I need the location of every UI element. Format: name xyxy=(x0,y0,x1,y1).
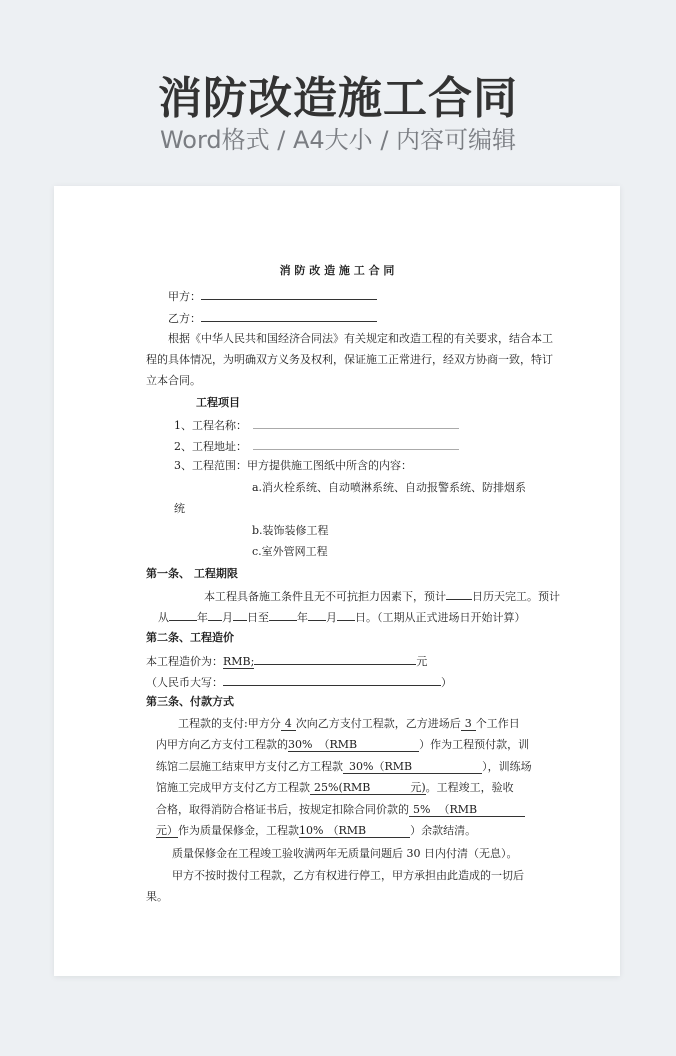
pay-1a: 工程款的支付:甲方分 xyxy=(178,717,281,730)
project-item-2 xyxy=(174,438,459,454)
art1-text-b: 日历天完工。预计 xyxy=(472,590,560,603)
art2-uppercase-label: （人民币大写： xyxy=(146,676,223,689)
pay-6e: ）余款结清。 xyxy=(410,824,477,837)
article-1-heading: 第一条、 工程期限 xyxy=(146,567,238,580)
workdays-value: 3 xyxy=(461,717,476,731)
payment-line-2 xyxy=(156,738,529,752)
payment-line-3 xyxy=(156,760,532,774)
party-a-row xyxy=(168,288,377,304)
project-heading: 工程项目 xyxy=(196,396,240,409)
payment-line-5 xyxy=(156,803,525,817)
pay-6b: 作为质量保修金，工程款 xyxy=(178,824,299,837)
retention-rmb: （RMB xyxy=(434,803,525,817)
pay-2d: ）作为工程预付款，训 xyxy=(419,738,530,751)
art1-month-2: 月 xyxy=(326,611,337,624)
end-day-blank xyxy=(337,609,355,621)
pay-3a: 练馆二层施工结束甲方支付乙方工程款 xyxy=(156,760,343,773)
art1-day-to: 日至 xyxy=(247,611,269,624)
pay-1c: 次向乙方支付工程款，乙方进场后 xyxy=(295,717,461,730)
art2-price-label: 本工程造价为： xyxy=(146,655,223,668)
third-payment-yuan: 元) xyxy=(410,781,426,794)
retention-percent: 5% xyxy=(409,803,434,817)
party-b-label: 乙方： xyxy=(168,312,201,325)
art1-year-2: 年 xyxy=(297,611,308,624)
art1-text-a: 本工程具备施工条件且无不可抗拒力因素下，预计 xyxy=(204,590,446,603)
start-day-blank xyxy=(233,609,247,621)
pay-2a: 内甲方向乙方支付工程款的 xyxy=(156,738,288,751)
party-b-row xyxy=(168,310,377,326)
payment-line-6 xyxy=(156,824,476,838)
end-month-blank xyxy=(308,609,326,621)
hero-subtitle: Word格式 / A4大小 / 内容可编辑 xyxy=(159,126,517,154)
article-1-line-1 xyxy=(204,588,560,604)
final-percent: 10% xyxy=(299,824,324,837)
advance-percent: 30% xyxy=(288,738,313,751)
third-payment: 25%(RMB xyxy=(310,781,410,795)
party-a-blank xyxy=(201,288,377,300)
art1-month-1: 月 xyxy=(222,611,233,624)
art2-rmb: RMB; xyxy=(223,655,255,668)
installments-value: 4 xyxy=(281,717,296,731)
scope-b: b.装饰装修工程 xyxy=(252,524,329,537)
intro-line-3: 立本合同。 xyxy=(146,374,201,387)
scope-a: a.消火栓系统、自动喷淋系统、自动报警系统、防排烟系 xyxy=(252,481,527,494)
article-1-line-2 xyxy=(158,609,526,625)
art1-from: 从 xyxy=(158,611,169,624)
project-item-1 xyxy=(174,417,459,433)
art1-day-note: 日。（工期从正式进场日开始计算） xyxy=(355,611,526,624)
pay-4d: 。工程竣工，验收 xyxy=(425,781,514,794)
hero-title: 消防改造施工合同 xyxy=(158,73,518,124)
document-page xyxy=(54,186,620,976)
warranty-line: 质量保修金在工程竣工验收满两年无质量问题后 30 日内付清（无息）。 xyxy=(172,847,518,860)
scope-a-cont: 统 xyxy=(174,502,185,515)
article-3-heading: 第三条、付款方式 xyxy=(146,695,234,708)
advance-rmb: （RMB xyxy=(312,738,419,752)
start-year-blank xyxy=(169,609,197,621)
start-month-blank xyxy=(208,609,222,621)
article-2-heading: 第二条、工程造价 xyxy=(146,631,234,644)
doc-title: 消 防 改 造 施 工 合 同 xyxy=(279,264,395,277)
art1-year-1: 年 xyxy=(197,611,208,624)
project-item-2-label: 2、工程地址： xyxy=(174,440,247,453)
intro-line-1: 根据《中华人民共和国经济合同法》有关规定和改造工程的有关要求，结合本工 xyxy=(168,332,553,345)
project-item-3: 3、工程范围：甲方提供施工图纸中所含的内容： xyxy=(174,459,412,472)
article-2-line-2 xyxy=(146,674,452,690)
article-2-line-1 xyxy=(146,653,427,669)
scope-c: c.室外管网工程 xyxy=(252,545,328,558)
default-line-1: 甲方不按时拨付工程款，乙方有权进行停工，甲方承担由此造成的一切后 xyxy=(172,869,524,882)
intro-line-2: 程的具体情况，为明确双方义务及权利，保证施工正常进行，经双方协商一致，特订 xyxy=(146,353,553,366)
pay-1e: 个工作日 xyxy=(475,717,520,730)
default-line-2: 果。 xyxy=(146,890,168,903)
payment-line-4 xyxy=(156,781,514,795)
project-item-1-label: 1、工程名称： xyxy=(174,419,247,432)
project-address-blank xyxy=(253,438,459,450)
price-uppercase-blank xyxy=(223,674,441,686)
duration-blank xyxy=(446,588,472,600)
end-year-blank xyxy=(269,609,297,621)
retention-yuan: 元） xyxy=(156,824,178,837)
art2-close-paren: ） xyxy=(441,676,452,689)
pay-5a: 合格，取得消防合格证书后，按规定扣除合同价款的 xyxy=(156,803,409,816)
second-payment: 30%（RMB xyxy=(343,760,482,774)
party-a-label: 甲方： xyxy=(168,290,201,303)
party-b-blank xyxy=(201,310,377,322)
final-rmb: （RMB xyxy=(323,824,410,838)
payment-line-1 xyxy=(178,717,520,731)
price-blank xyxy=(254,653,416,665)
pay-3c: ），训练场 xyxy=(482,760,532,773)
art2-yuan: 元 xyxy=(416,655,428,668)
project-name-blank xyxy=(253,417,459,429)
pay-4a: 馆施工完成甲方支付乙方工程款 xyxy=(156,781,310,794)
